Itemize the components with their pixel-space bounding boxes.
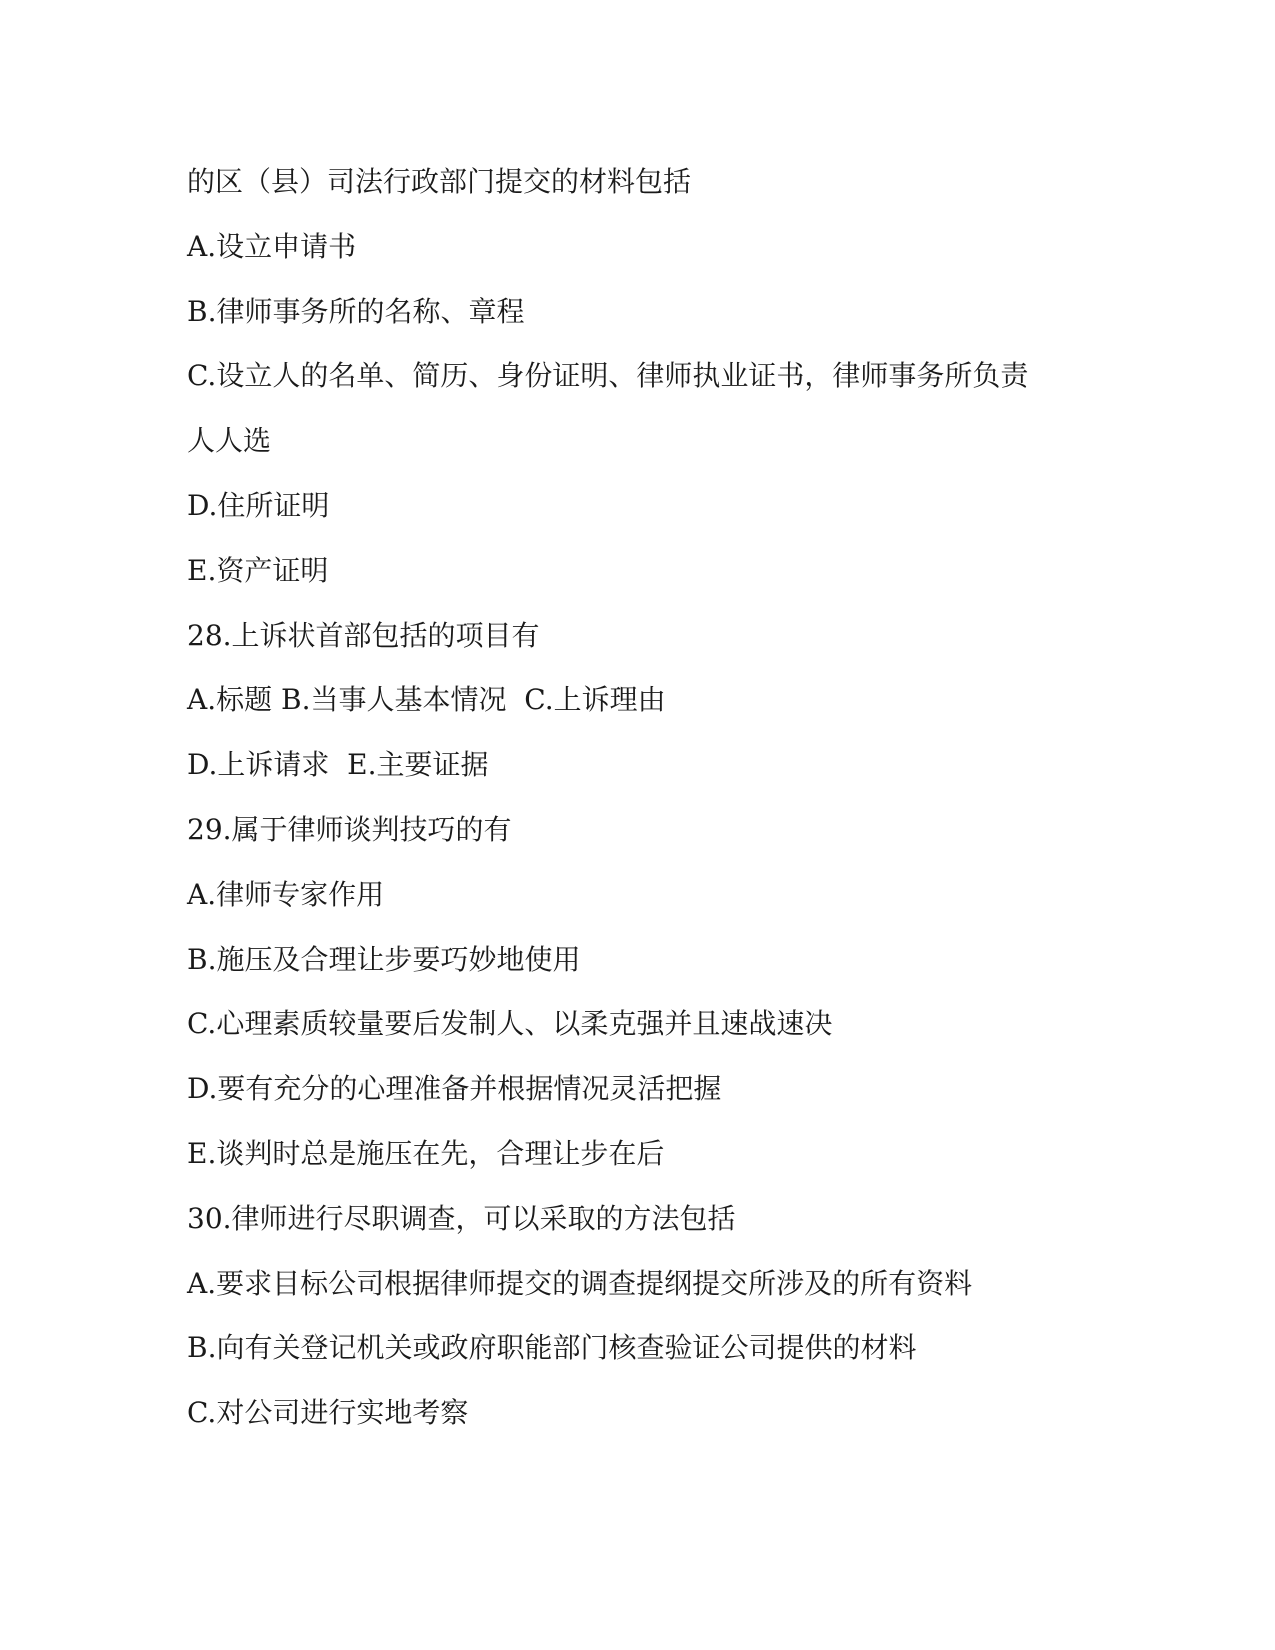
q30-question: 30.律师进行尽职调查，可以采取的方法包括 bbox=[187, 1201, 736, 1235]
q29-option-c: C.心理素质较量要后发制人、以柔克强并且速战速决 bbox=[187, 1007, 833, 1041]
q30-option-b: B.向有关登记机关或政府职能部门核查验证公司提供的材料 bbox=[187, 1331, 917, 1365]
q27-option-c: C.设立人的名单、简历、身份证明、律师执业证书，律师事务所负责 bbox=[187, 359, 1029, 393]
q27-option-c-continuation: 人人选 bbox=[187, 424, 272, 458]
q30-option-a: A.要求目标公司根据律师提交的调查提纲提交所涉及的所有资料 bbox=[187, 1266, 973, 1300]
q29-question: 29.属于律师谈判技巧的有 bbox=[187, 812, 512, 846]
q27-option-d: D.住所证明 bbox=[187, 488, 330, 522]
q30-option-c: C.对公司进行实地考察 bbox=[187, 1396, 469, 1430]
q28-options-de: D.上诉请求 E.主要证据 bbox=[187, 748, 489, 782]
q29-option-d: D.要有充分的心理准备并根据情况灵活把握 bbox=[187, 1072, 722, 1106]
q29-option-a: A.律师专家作用 bbox=[187, 877, 385, 911]
q29-option-b: B.施压及合理让步要巧妙地使用 bbox=[187, 942, 581, 976]
q27-option-a: A.设立申请书 bbox=[187, 229, 357, 263]
q27-option-e: E.资产证明 bbox=[187, 553, 329, 587]
q28-options-abc: A.标题 B.当事人基本情况 C.上诉理由 bbox=[187, 683, 666, 717]
q28-question: 28.上诉状首部包括的项目有 bbox=[187, 618, 540, 652]
q29-option-e: E.谈判时总是施压在先，合理让步在后 bbox=[187, 1136, 665, 1170]
q27-option-b: B.律师事务所的名称、章程 bbox=[187, 294, 525, 328]
q27-continuation: 的区（县）司法行政部门提交的材料包括 bbox=[187, 165, 692, 198]
document-body bbox=[187, 158, 1087, 1454]
